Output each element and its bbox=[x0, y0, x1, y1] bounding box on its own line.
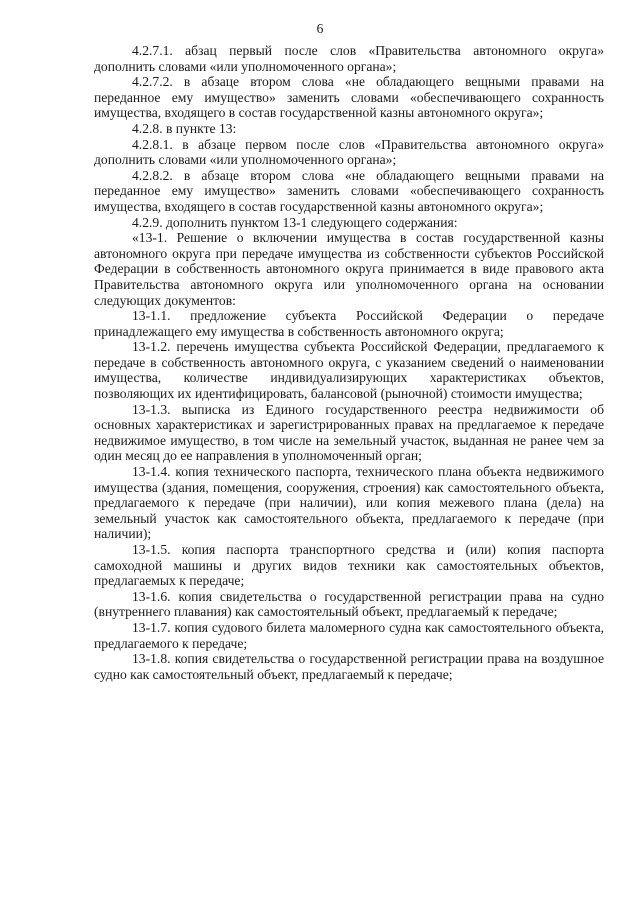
paragraph-13-1-1: 13-1.1. предложение субъекта Российской Федерации о передаче принадлежащего ему имущества в собственность автономного округа; bbox=[94, 308, 604, 339]
paragraph-13-1-5: 13-1.5. копия паспорта транспортного средства и (или) копия паспорта самоходной машины и других видов техники как самостоятельных объектов, предлагаемых к передаче; bbox=[94, 542, 604, 589]
paragraph-4-2-8-2: 4.2.8.2. в абзаце втором слова «не обладающего вещными правами на переданное ему имущество» заменить словами «обеспечивающего сохранность имущества, входящего в состав государственной казны автономного округа»; bbox=[94, 167, 604, 214]
paragraph-13-1-3: 13-1.3. выписка из Единого государственного реестра недвижимости об основных характеристиках и зарегистрированных правах на предлагаемое к передаче недвижимое имущество, в том числе на земельный участок, выданная не ранее чем за один месяц до ее направления в уполномоченный орган; bbox=[94, 401, 604, 464]
paragraph-4-2-7-1: 4.2.7.1. абзац первый после слов «Правительства автономного округа» дополнить словами «или уполномоченного органа»; bbox=[94, 43, 604, 74]
paragraph-13-1-8: 13-1.8. копия свидетельства о государственной регистрации права на воздушное судно как самостоятельный объект, предлагаемый к передаче; bbox=[94, 651, 604, 682]
paragraph-4-2-9: 4.2.9. дополнить пунктом 13-1 следующего содержания: bbox=[132, 214, 458, 230]
paragraph-4-2-8-1: 4.2.8.1. в абзаце первом после слов «Правительства автономного округа» дополнить словами «или уполномоченного органа»; bbox=[94, 136, 604, 168]
paragraph-13-1-6: 13-1.6. копия свидетельства о государственной регистрации права на судно (внутреннего плавания) как самостоятельный объект, предлагаемый к передаче; bbox=[94, 588, 604, 620]
paragraph-13-1-2: 13-1.2. перечень имущества субъекта Российской Федерации, предлагаемого к передаче в собственность автономного округа, с указанием сведений о наименовании имущества, количестве индивидуализирующих характеристиках объектов, позволяющих их идентифицировать, балансовой (рыночной) стоимости имущества; bbox=[94, 339, 604, 402]
paragraph-4-2-7-2: 4.2.7.2. в абзаце втором слова «не обладающего вещными правами на переданное ему имущество» заменить словами «обеспечивающего сохранность имущества, входящего в состав государственной казны автономного округа»; bbox=[94, 74, 604, 121]
paragraph-13-1-4: 13-1.4. копия технического паспорта, технического плана объекта недвижимого имущества (здания, помещения, сооружения, строения) как самостоятельного объекта, предлагаемого к передаче (при наличии), или копия межевого плана (дела) на земельный участок как самостоятельного объекта, предлагаемого к передаче (при наличии); bbox=[94, 464, 604, 542]
paragraph-4-2-8: 4.2.8. в пункте 13: bbox=[132, 120, 237, 136]
document-body bbox=[94, 43, 604, 682]
paragraph-13-1: «13-1. Решение о включении имущества в состав государственной казны автономного округа при передаче имущества из собственности субъектов Российской Федерации в собственность автономного округа принимается в виде правового акта Правительства автономного округа или уполномоченного органа на основании следующих документов: bbox=[94, 230, 604, 308]
page-number: 6 bbox=[316, 21, 324, 36]
paragraph-13-1-7: 13-1.7. копия судового билета маломерного судна как самостоятельного объекта, предлагаемого к передаче; bbox=[94, 619, 604, 651]
